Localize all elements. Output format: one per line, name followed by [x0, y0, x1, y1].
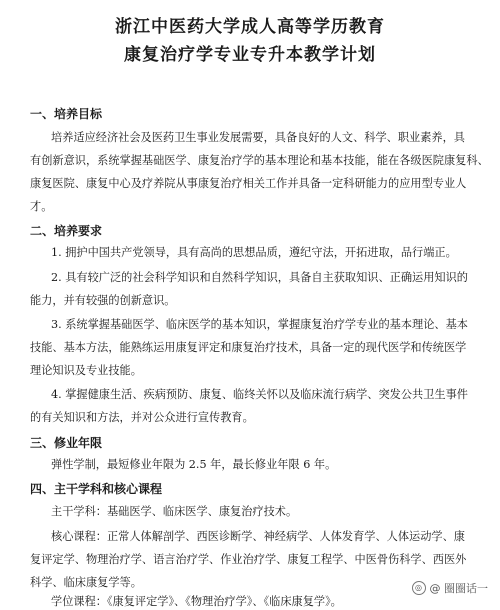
section-heading-duration: 三、修业年限: [30, 436, 103, 450]
watermark: [412, 580, 489, 596]
paragraph-line: 的有关知识和方法，并对公众进行宣传教育。: [30, 411, 254, 424]
paragraph-line: 理论知识及专业技能。: [30, 364, 142, 377]
paragraph-line: 能力，并有较强的创新意识。: [30, 294, 176, 307]
section-heading-objectives: 一、培养目标: [30, 107, 103, 121]
paragraph-line: 弹性学制，最短修业年限为 2.5 年，最长修业年限 6 年。: [51, 458, 337, 471]
section-heading-courses: 四、主干学科和核心课程: [30, 482, 163, 496]
paragraph-line: 主干学科：基础医学、临床医学、康复治疗技术。: [51, 505, 298, 518]
paragraph-line: 康复医院、康复中心及疗养院从事康复治疗相关工作并具备一定科研能力的应用型专业人: [30, 177, 467, 190]
paragraph-line: 核心课程：正常人体解剖学、西医诊断学、神经病学、人体发育学、人体运动学、康: [51, 530, 465, 543]
paragraph-line: 有创新意识，系统掌握基础医学、康复治疗学的基本理论和基本技能，能在各级医院康复科、: [30, 154, 489, 167]
document-title-line-2: 康复治疗学专业专升本教学计划: [124, 45, 376, 65]
paragraph-line: 培养适应经济社会及医药卫生事业发展需要，具备良好的人文、科学、职业素养，具: [51, 131, 465, 144]
paragraph-line: 2. 具有较广泛的社会科学知识和自然科学知识，具备自主获取知识、正确运用知识的: [51, 271, 468, 284]
section-heading-requirements: 二、培养要求: [30, 224, 103, 238]
paragraph-line: 科学、临床康复学等。: [30, 576, 142, 589]
paragraph-line: 复评定学、物理治疗学、语言治疗学、作业治疗学、康复工程学、中医骨伤科学、西医外: [30, 553, 467, 566]
document-title-line-1: 浙江中医药大学成人高等学历教育: [115, 17, 385, 37]
paragraph-line: 才。: [30, 200, 53, 213]
paragraph-line: 4. 掌握健康生活、疾病预防、康复、临终关怀以及临床流行病学、突发公共卫生事件: [51, 388, 468, 401]
paragraph-line: 1. 拥护中国共产党领导，具有高尚的思想品质，遵纪守法，开拓进取，品行端正。: [51, 246, 457, 259]
circle-logo-icon: ◎: [412, 581, 426, 595]
paragraph-line: 3. 系统掌握基础医学、临床医学的基本知识，掌握康复治疗学专业的基本理论、基本: [51, 318, 468, 331]
watermark-text: @ 圈圈话一: [429, 582, 488, 595]
paragraph-line: 技能、基本方法，能熟练运用康复评定和康复治疗技术，具备一定的现代医学和传统医学: [30, 341, 467, 354]
paragraph-line: 学位课程：《康复评定学》、《物理治疗学》、《临床康复学》。: [51, 595, 342, 608]
